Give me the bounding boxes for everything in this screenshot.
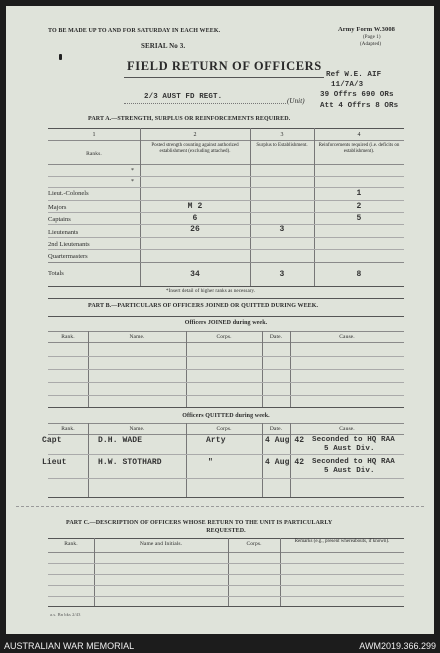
quitted-name: D.H. WADE bbox=[98, 436, 143, 445]
archive-footer bbox=[0, 638, 440, 653]
posted-value: M 2 bbox=[187, 202, 203, 211]
title-underline bbox=[124, 77, 324, 78]
rank-label: Quartermasters bbox=[48, 253, 88, 260]
reinf-value: 5 bbox=[356, 214, 362, 223]
joined-row-rule bbox=[48, 395, 404, 396]
quitted-cause: Seconded to HQ RAA bbox=[312, 458, 395, 466]
form-sheet bbox=[6, 6, 434, 634]
rank-label: Majors bbox=[48, 204, 67, 211]
form-page: (Page 1) bbox=[363, 35, 381, 40]
joined-row-rule bbox=[48, 356, 404, 357]
reinf-value: 2 bbox=[356, 202, 362, 211]
rank-label: 2nd Lieutenants bbox=[48, 241, 90, 248]
row-rule bbox=[48, 249, 404, 250]
quitted-col-cause: Cause. bbox=[339, 426, 355, 432]
quitted-bottom-rule bbox=[48, 497, 404, 498]
quitted-rank: Capt bbox=[42, 436, 62, 445]
printer-mark: a.s. Bn bks 2/43 bbox=[50, 612, 81, 617]
strength-line-2: Att 4 Offrs 8 ORs bbox=[320, 102, 399, 110]
part-c-col-name: Name and Initials. bbox=[139, 541, 183, 547]
part-c-row-rule bbox=[48, 563, 404, 564]
quitted-col-rank: Rank. bbox=[61, 426, 75, 432]
joined-col-rank: Rank. bbox=[61, 334, 75, 340]
joined-bottom-rule bbox=[48, 407, 404, 408]
part-a-end-rule bbox=[48, 298, 404, 299]
part-c-bottom-rule bbox=[48, 606, 404, 607]
header-reinforcements: Reinforcements required (i.e. deficits on establishment). bbox=[318, 143, 400, 154]
serial-number: SERIAL No 3. bbox=[141, 42, 186, 50]
perforation-line bbox=[16, 506, 424, 507]
quitted-divider bbox=[88, 423, 89, 497]
surplus-value: 3 bbox=[279, 225, 285, 234]
asterisk-mark: * bbox=[131, 179, 135, 185]
joined-col-date: Date. bbox=[269, 334, 283, 340]
posted-value: 26 bbox=[190, 225, 200, 234]
col-number-1: 1 bbox=[92, 132, 96, 138]
quitted-row-rule bbox=[48, 478, 404, 479]
quitted-corps: Arty bbox=[206, 436, 226, 445]
quitted-col-name: Name. bbox=[129, 426, 145, 432]
reinf-value: 1 bbox=[356, 189, 362, 198]
ref-text: Ref W.E. AIF bbox=[326, 71, 382, 79]
rank-label: Lieutenants bbox=[48, 229, 79, 236]
part-c-col-corps: Corps. bbox=[246, 541, 262, 547]
header-rule bbox=[48, 164, 404, 165]
part-a-top-rule bbox=[48, 128, 404, 129]
row-rule bbox=[48, 212, 404, 213]
strength-line-1: 39 Offrs 690 ORs bbox=[320, 91, 394, 99]
joined-title: Officers JOINED during week. bbox=[184, 320, 268, 326]
quitted-date: 4 Aug 42 bbox=[265, 436, 305, 445]
joined-row-rule bbox=[48, 369, 404, 370]
unit-label: (Unit) bbox=[287, 97, 305, 105]
row-rule bbox=[48, 176, 404, 177]
joined-title-rule bbox=[48, 331, 404, 332]
row-rule bbox=[48, 262, 404, 263]
part-c-row-rule bbox=[48, 574, 404, 575]
quitted-cause-unit: 5 Aust Div. bbox=[324, 467, 375, 475]
quitted-row-rule bbox=[48, 454, 404, 455]
part-a-heading: PART A.—STRENGTH, SURPLUS OR REINFORCEMENTS REQUIRED. bbox=[88, 116, 291, 122]
posted-value: 6 bbox=[192, 214, 198, 223]
footer-institution: AUSTRALIAN WAR MEMORIAL bbox=[4, 641, 135, 651]
totals-reinf: 8 bbox=[356, 270, 362, 279]
totals-label: Totals bbox=[48, 270, 64, 277]
form-adapted: (Adapted) bbox=[360, 42, 382, 47]
footnote: *Insert detail of higher ranks as necessary. bbox=[166, 289, 256, 294]
col-number-2: 2 bbox=[193, 132, 197, 138]
joined-col-corps: Corps. bbox=[216, 334, 232, 340]
quitted-col-date: Date. bbox=[269, 426, 283, 432]
totals-posted: 34 bbox=[190, 270, 200, 279]
quitted-date: 4 Aug 42 bbox=[265, 458, 305, 467]
header-posted: Posted strength counting against authorized establishment (excluding attached). bbox=[151, 143, 239, 154]
rank-label: Lieut.-Colonels bbox=[48, 190, 89, 197]
ref-number: 11/7A/3 bbox=[331, 81, 364, 89]
quitted-rank: Lieut bbox=[42, 458, 67, 467]
joined-col-name: Name. bbox=[129, 334, 145, 340]
punch-hole-mark bbox=[59, 54, 62, 60]
col-number-rule bbox=[48, 140, 404, 141]
joined-row-rule bbox=[48, 382, 404, 383]
header-ranks: Ranks. bbox=[86, 151, 102, 157]
header-surplus: Surplus to Establishment. bbox=[256, 143, 308, 148]
rank-label: Captains bbox=[48, 216, 71, 223]
quitted-col-corps: Corps. bbox=[216, 426, 232, 432]
row-rule bbox=[48, 237, 404, 238]
unit-underline bbox=[124, 103, 286, 104]
quitted-corps: " bbox=[208, 458, 213, 467]
part-c-row-rule bbox=[48, 585, 404, 586]
form-title: FIELD RETURN OF OFFICERS bbox=[127, 59, 322, 73]
quitted-title: Officers QUITTED during week. bbox=[182, 413, 270, 419]
instruction-text: TO BE MADE UP TO AND FOR SATURDAY IN EACH WEEK. bbox=[48, 28, 221, 34]
col-number-4: 4 bbox=[357, 132, 361, 138]
quitted-name: H.W. STOTHARD bbox=[98, 458, 162, 467]
part-c-header-rule bbox=[48, 552, 404, 553]
footer-accession: AWM2019.366.299 bbox=[359, 641, 436, 651]
quitted-title-rule bbox=[48, 423, 404, 424]
form-name: Army Form W.3008 bbox=[338, 26, 396, 33]
part-c-heading-line-2: REQUESTED. bbox=[206, 528, 246, 534]
part-a-bottom-rule bbox=[48, 286, 404, 287]
joined-col-cause: Cause. bbox=[339, 334, 355, 340]
quitted-cause: Seconded to HQ RAA bbox=[312, 436, 395, 444]
row-rule bbox=[48, 187, 404, 188]
part-c-col-rank: Rank. bbox=[64, 541, 78, 547]
unit-name: 2/3 AUST FD REGT. bbox=[144, 93, 223, 101]
quitted-cause-unit: 5 Aust Div. bbox=[324, 445, 375, 453]
part-c-row-rule bbox=[48, 596, 404, 597]
totals-surplus: 3 bbox=[279, 270, 285, 279]
part-b-top-rule bbox=[48, 316, 404, 317]
part-b-heading: PART B.—PARTICULARS OF OFFICERS JOINED OR QUITTED DURING WEEK. bbox=[88, 303, 319, 309]
quitted-header-rule bbox=[48, 434, 404, 435]
col-number-3: 3 bbox=[280, 132, 284, 138]
part-c-heading-line-1: PART C.—DESCRIPTION OF OFFICERS WHOSE RETURN TO THE UNIT IS PARTICULARLY bbox=[66, 520, 333, 526]
asterisk-mark: * bbox=[131, 168, 135, 174]
quitted-divider bbox=[186, 423, 187, 497]
part-c-col-remarks: Remarks (e.g., present whereabouts, if known). bbox=[294, 539, 390, 544]
quitted-divider bbox=[262, 423, 263, 497]
joined-header-rule bbox=[48, 342, 404, 343]
row-rule bbox=[48, 200, 404, 201]
